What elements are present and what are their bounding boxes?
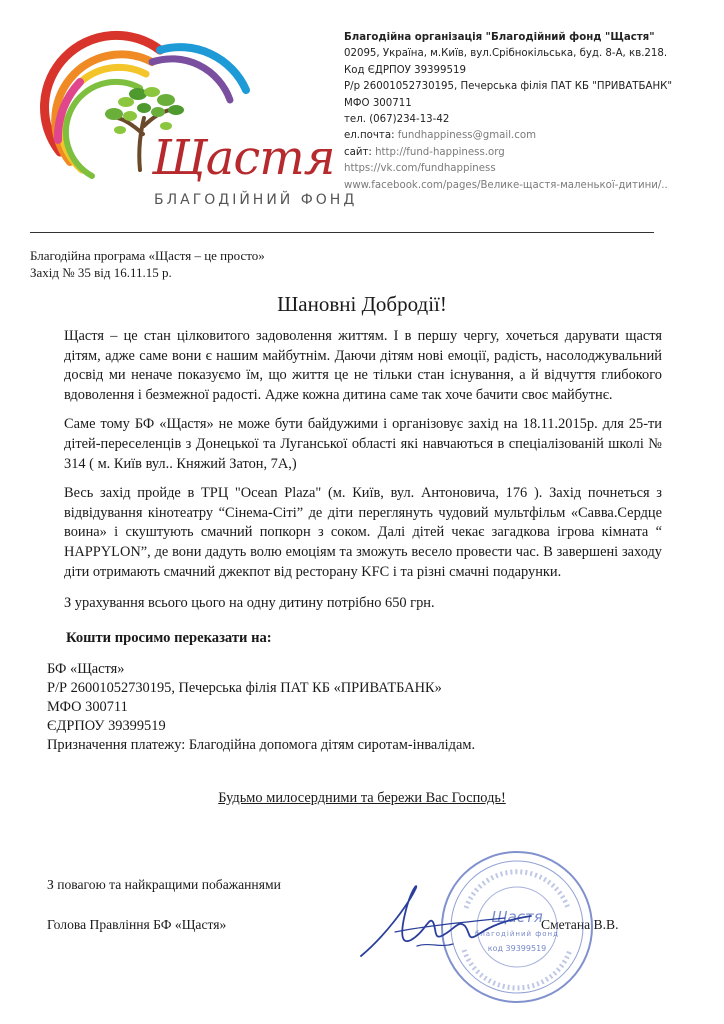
payment-purpose: Призначення платежу: Благодійна допомога дітям сиротам-інвалідам. [47, 737, 476, 753]
org-name: Благодійна організація "Благодійний фонд "Щастя" [344, 32, 655, 43]
site-label: сайт: [344, 146, 372, 158]
logo-wordmark: Щастя [152, 130, 335, 186]
org-phone: тел. (067)234-13-42 [344, 114, 450, 126]
header-divider [30, 232, 654, 233]
signer-name: Сметана В.В. [541, 917, 619, 932]
letter-body [64, 327, 662, 624]
org-account: Р/р 26001052730195, Печерська філія ПАТ КБ "ПРИВАТБАНК" [344, 81, 673, 93]
salutation: Шановні Добродії! [277, 292, 447, 316]
org-site-row [344, 145, 714, 161]
email-label: ел.почта: [344, 130, 395, 142]
payment-details [47, 660, 475, 755]
org-mfo: МФО 300711 [344, 97, 412, 109]
payment-account: Р/Р 26001052730195, Печерська філія ПАТ КБ «ПРИВАТБАНК» [47, 680, 442, 696]
org-edrpou: Код ЄДРПОУ 39399519 [344, 64, 466, 76]
transfer-heading: Кошти просимо переказати на: [66, 630, 272, 646]
handwritten-signature [355, 876, 540, 966]
org-email-row [344, 128, 714, 144]
paragraph-intro: Щастя – це стан цілковитого задоволення життям. І в першу чергу, хочеться дарувати щастя дітям, адже саме вони є нашим майбутнім. Даючи дітям нові емоції, радість, насолоджувальний досвід ми неначе показуємо їм, що життя це не тільки стан існування, а й відчуття глибокого вдоволення і безмежної радості. Адже кожна дитина саме так хоче бачити своє майбутнє. [64, 328, 662, 403]
signer-role: Голова Правління БФ «Щастя» [47, 917, 227, 932]
site-link[interactable]: http://fund-happiness.org [375, 146, 505, 158]
paragraph-event: Саме тому БФ «Щастя» не може бути байдужими і організовує захід на 18.11.2015р. для 25-ти дітей-переселенців з Донецької та Луганської області які навчаються в спеціалізованій школі № 314 ( м. Київ вул.. Княжий Затон, 7А,) [64, 416, 662, 472]
org-address: 02095, Україна, м.Київ, вул.Срібнокільська, буд. 8-А, кв.218. [344, 48, 668, 60]
facebook-link[interactable]: www.facebook.com/pages/Велике-щастя-маленької-дитини/.. [344, 179, 668, 191]
stamp-code: код 39399519 [487, 944, 547, 953]
paragraph-amount: З урахування всього цього на одну дитину потрібно 650 грн. [64, 595, 435, 612]
stamp-word: Щастя [491, 908, 543, 926]
stamp-subtitle: благодійний фонд [475, 930, 559, 938]
paragraph-program: Весь захід пройде в ТРЦ "Ocean Plaza" (м. Київ, вул. Антоновича, 176 ). Захід почнеться з відвідування кінотеатру “Сінема-Сіті” де діти переглянуть чудовий мультфільм «Савва.Сердце воина» і скуштують смачний попкорн з соком. Далі дітей чекає загадкова ігрова кімната “ HAPPYLON”, де вони дадуть волю емоціям та зможуть весело провести час. В завершені заходу діти отримають смачний джекпот від ресторану KFC і та різні смачні подарунки. [64, 485, 662, 580]
payment-mfo: МФО 300711 [47, 699, 128, 715]
vk-link[interactable]: https://vk.com/fundhappiness [344, 163, 496, 175]
organization-details [344, 30, 714, 194]
logo-subtitle: БЛАГОДІЙНИЙ ФОНД [154, 192, 358, 208]
program-name: Благодійна програма «Щастя – це просто» [30, 248, 265, 263]
payment-recipient: БФ «Щастя» [47, 661, 125, 677]
email-link[interactable]: fundhappiness@gmail.com [397, 130, 537, 142]
payment-edrpou: ЄДРПОУ 39399519 [47, 718, 166, 734]
program-reference [30, 247, 265, 281]
event-number: Захід № 35 від 16.11.15 р. [30, 265, 172, 280]
closing-regards: З повагою та найкращими побажаннями [47, 877, 281, 892]
blessing-line: Будьмо милосердними та бережи Вас Господь! [218, 790, 506, 806]
